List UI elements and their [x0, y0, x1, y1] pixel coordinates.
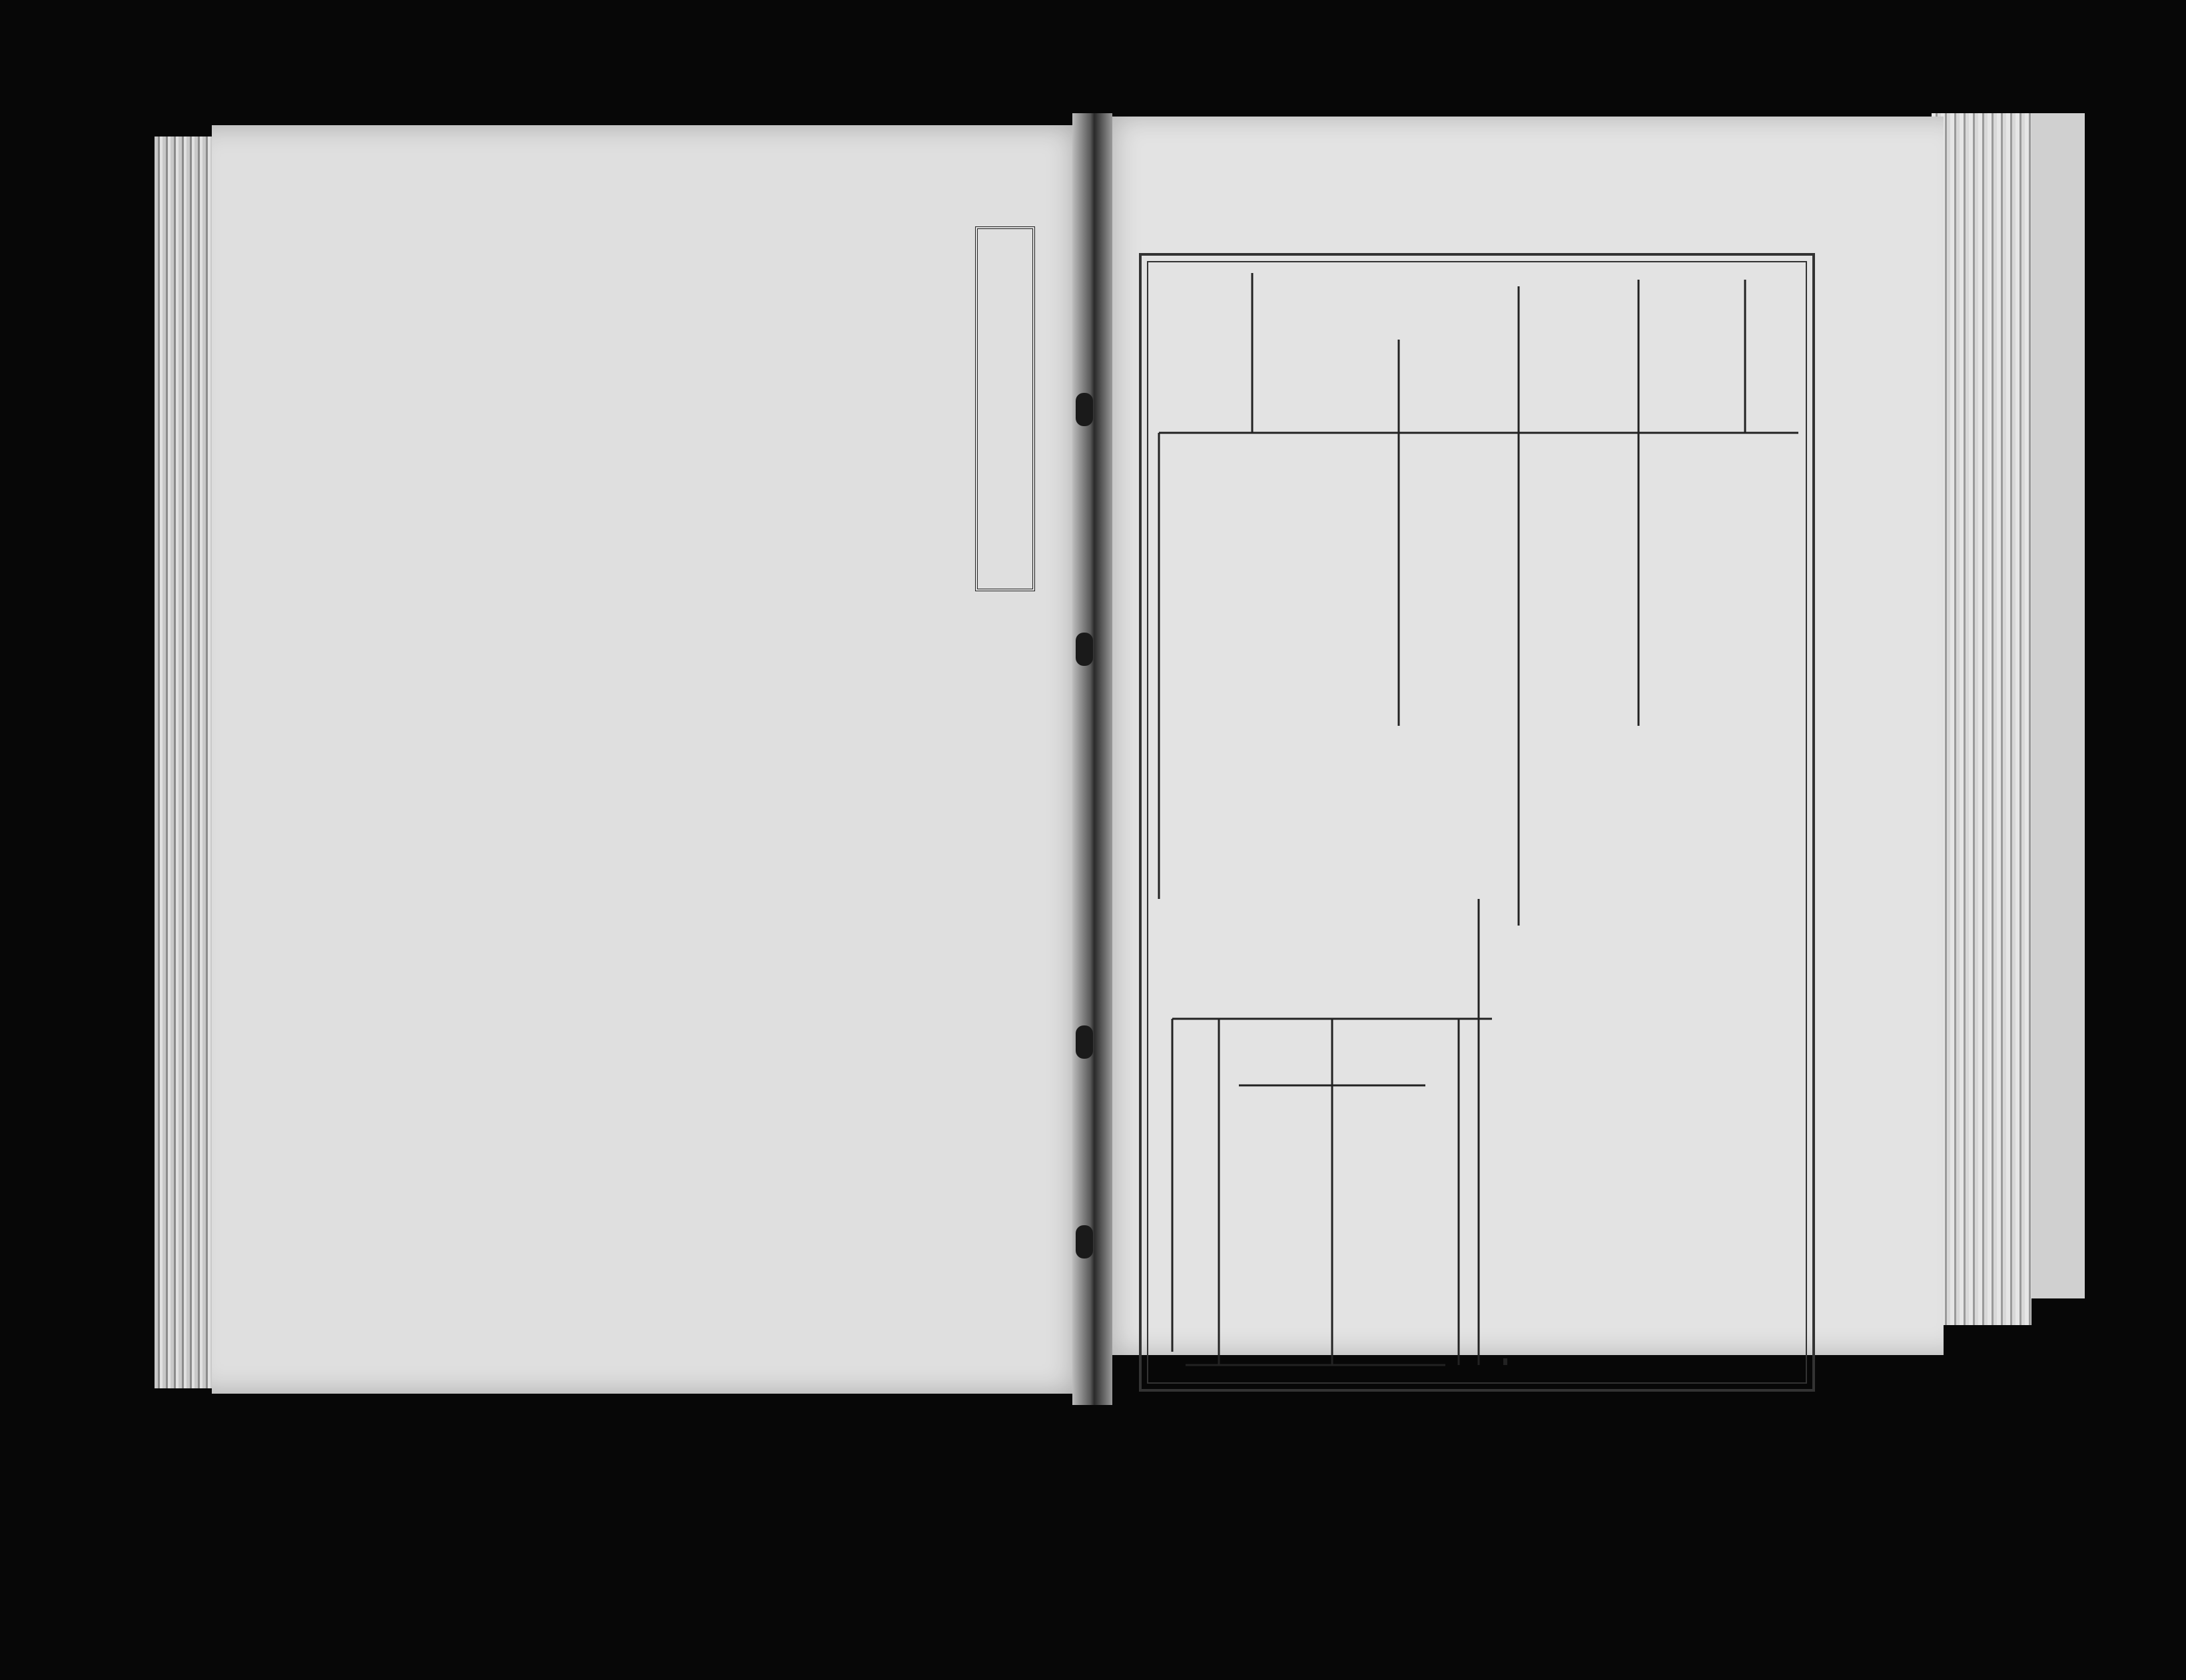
entries-upper-block: [313, 263, 952, 789]
entries-lower-block: [313, 812, 1019, 1325]
binding-hole: [1076, 393, 1093, 426]
book-gutter: [1072, 113, 1112, 1405]
title-box: [975, 226, 1035, 591]
binding-hole: [1076, 1225, 1093, 1259]
right-page-edges: [1932, 113, 2031, 1325]
genealogy-lines: [1146, 260, 1808, 1385]
binding-hole: [1076, 1025, 1093, 1059]
left-page-edges: [155, 137, 216, 1388]
binding-hole: [1076, 633, 1093, 666]
